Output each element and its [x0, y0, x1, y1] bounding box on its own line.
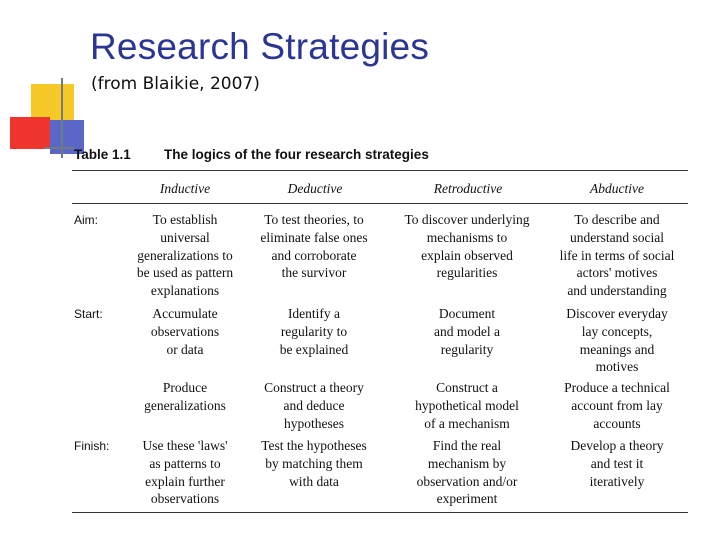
table-cell: Produce a technical account from lay accounts: [564, 380, 670, 431]
column-header-deductive: Deductive: [287, 181, 343, 196]
table-top-rule: [72, 170, 688, 171]
table-cell: Discover everyday lay concepts, meanings and motives: [566, 306, 668, 375]
table-cell: Construct a theory and deduce hypotheses: [264, 380, 364, 431]
table-number: Table 1.1: [74, 147, 131, 162]
slide-subtitle: (from Blaikie, 2007): [91, 74, 260, 94]
table-cell: Use these 'laws' as patterns to explain further observations: [142, 438, 228, 507]
slide-title: Research Strategies: [90, 26, 430, 67]
table-cell: Identify a regularity to be explained: [279, 306, 349, 357]
table-header-rule: [72, 203, 688, 204]
table-cell: To describe and understand social life in terms of social actors' motives and understanding: [559, 212, 675, 299]
decor-vertical-line: [61, 78, 63, 158]
table-cell: To discover underlying mechanisms to explain observed regularities: [404, 212, 530, 281]
table-cell: Produce generalizations: [144, 380, 226, 413]
table-cell: To test theories, to eliminate false ones and corroborate the survivor: [260, 212, 368, 281]
table-cell: Accumulate observations or data: [150, 306, 220, 357]
table-bottom-rule: [72, 512, 688, 513]
column-header-retroductive: Retroductive: [433, 181, 503, 196]
table-caption-text: The logics of the four research strategies: [164, 147, 429, 162]
table-caption: [74, 147, 429, 162]
table-cell: To establish universal generalizations to be used as pattern explanations: [136, 212, 234, 299]
column-header-abductive: Abductive: [590, 181, 644, 196]
row-label-start: Start:: [74, 307, 103, 321]
table-cell: Construct a hypothetical model of a mechanism: [415, 380, 519, 431]
table-cell: Test the hypotheses by matching them with data: [261, 438, 367, 489]
table-cell: Find the real mechanism by observation and/or experiment: [416, 438, 518, 507]
column-header-inductive: Inductive: [159, 181, 211, 196]
decor-horizontal-line: [44, 147, 74, 149]
decor-red-square: [10, 117, 50, 149]
row-label-finish: Finish:: [74, 439, 110, 453]
table-cell: Develop a theory and test it iteratively: [570, 438, 664, 489]
row-label-aim: Aim:: [74, 213, 98, 227]
table-cell: Document and model a regularity: [434, 306, 500, 357]
